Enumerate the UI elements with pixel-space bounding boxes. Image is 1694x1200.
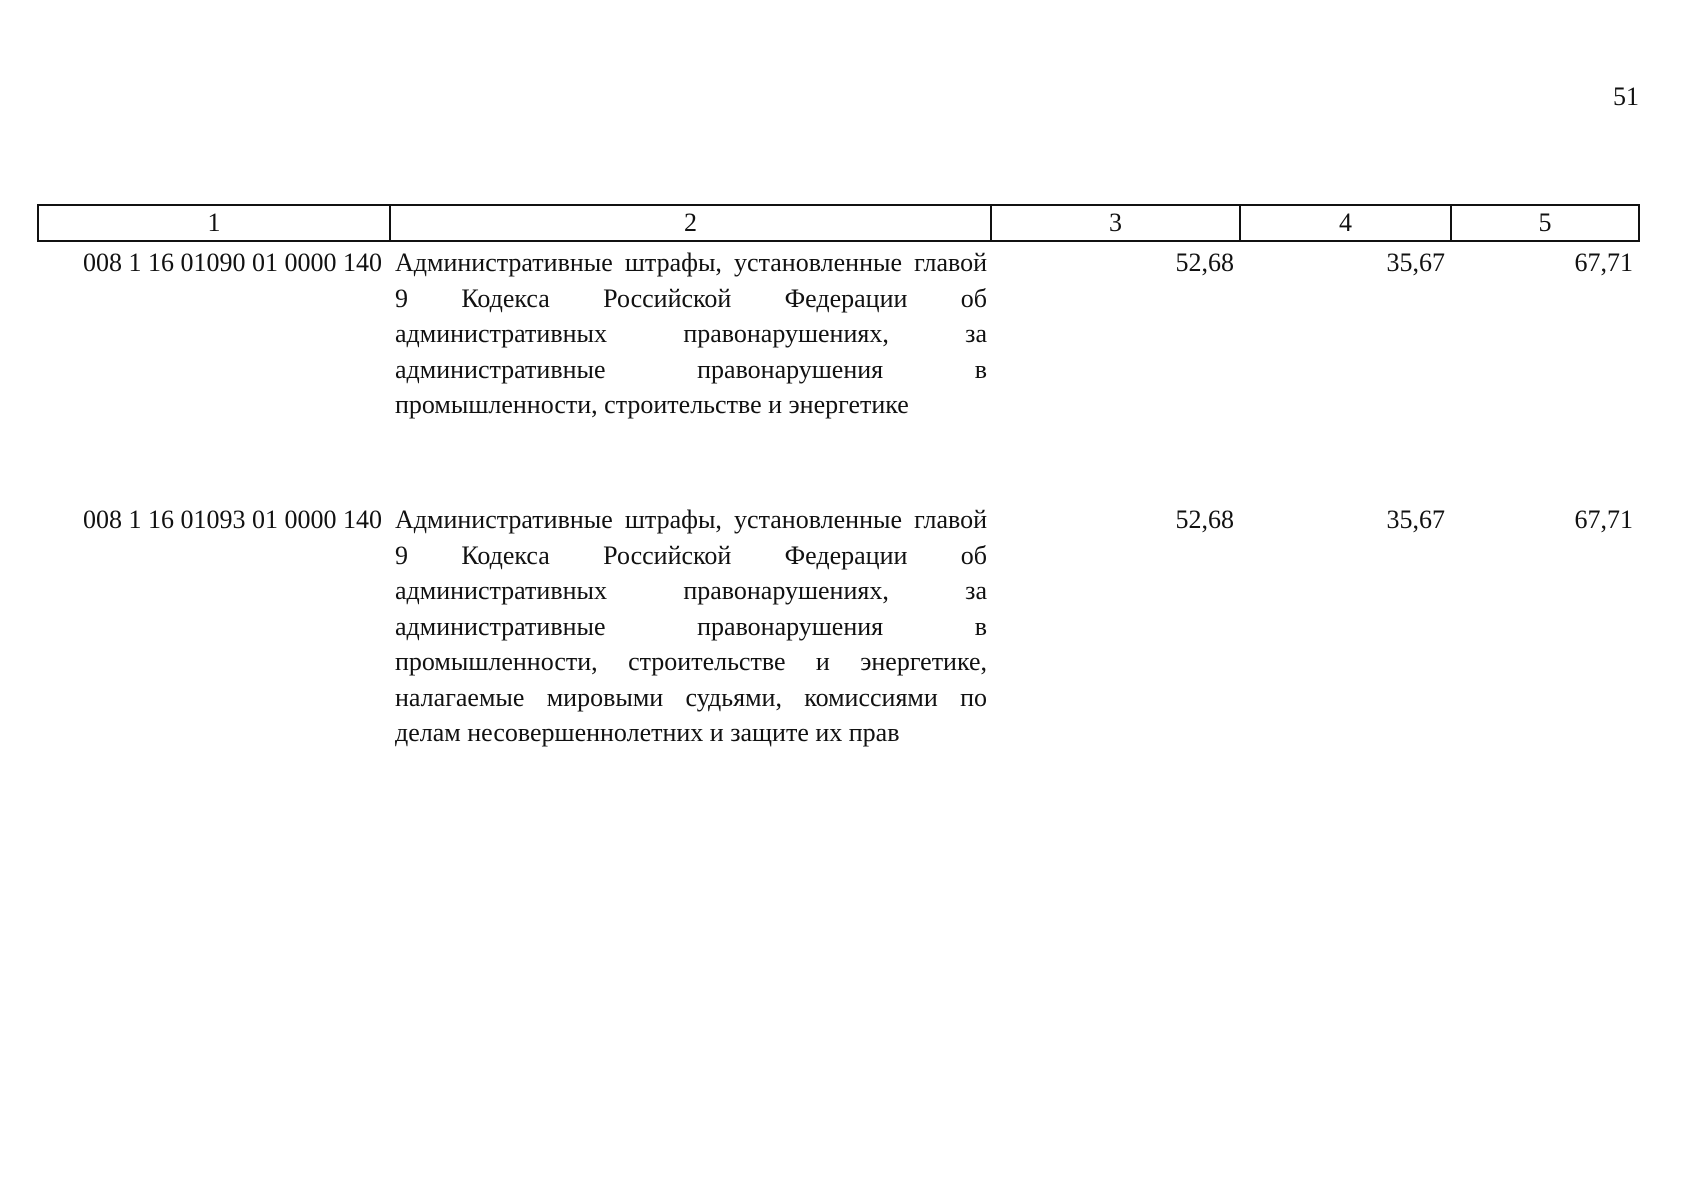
description-line: Административные штрафы, установленные bbox=[395, 248, 903, 277]
budget-code-cell: 008 1 16 01093 01 0000 140 bbox=[83, 505, 382, 534]
description-cell bbox=[390, 502, 991, 751]
value-cell-col3: 52,68 bbox=[1175, 505, 1234, 534]
value-cell-col3: 52,68 bbox=[1175, 248, 1234, 277]
table-header bbox=[38, 205, 1639, 241]
table-row bbox=[38, 502, 1639, 751]
page-number: 51 bbox=[1613, 82, 1639, 111]
description-line: главой 9 Кодекса Российской Федерации об bbox=[395, 248, 988, 313]
column-header-2: 2 bbox=[390, 205, 991, 241]
description-line: административных правонарушениях, за bbox=[395, 319, 987, 348]
description-line: главой 9 Кодекса Российской Федерации об bbox=[395, 505, 988, 570]
budget-table bbox=[37, 204, 1640, 751]
column-header-1: 1 bbox=[38, 205, 390, 241]
column-header-4: 4 bbox=[1240, 205, 1451, 241]
budget-code-cell: 008 1 16 01090 01 0000 140 bbox=[83, 248, 382, 277]
column-header-3: 3 bbox=[991, 205, 1240, 241]
value-cell-col5: 67,71 bbox=[1574, 505, 1633, 534]
description-line: промышленности, строительстве и энергетике, bbox=[395, 647, 987, 676]
header-row bbox=[38, 205, 1639, 241]
value-cell-col4: 35,67 bbox=[1386, 248, 1445, 277]
description-line: промышленности, строительстве и энергетике bbox=[395, 390, 909, 419]
value-cell-col4: 35,67 bbox=[1386, 505, 1445, 534]
value-cell-col5: 67,71 bbox=[1574, 248, 1633, 277]
table-body bbox=[38, 241, 1639, 751]
description-line: делам несовершеннолетних и защите их прав bbox=[395, 718, 900, 747]
table-row bbox=[38, 241, 1639, 502]
description-line: административные правонарушения в bbox=[395, 354, 987, 384]
column-header-5: 5 bbox=[1451, 205, 1639, 241]
description-line: налагаемые мировыми судьями, комиссиями по bbox=[395, 682, 987, 712]
description-line: административные правонарушения в bbox=[395, 611, 987, 641]
description-line: Административные штрафы, установленные bbox=[395, 505, 903, 534]
description-cell bbox=[390, 241, 991, 502]
description-line: административных правонарушениях, за bbox=[395, 576, 987, 605]
